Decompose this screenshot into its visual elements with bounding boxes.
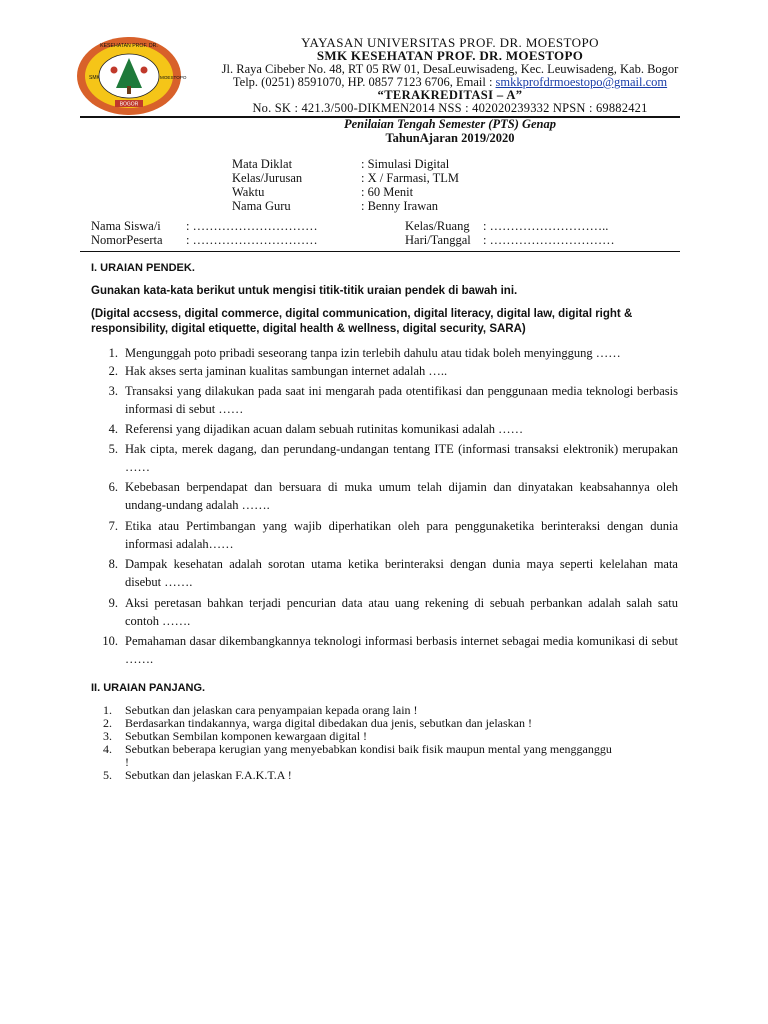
question-text: Mengunggah poto pribadi seseorang tanpa izin terlebih dahulu atau tidak boleh menyinggung …… [125,346,621,360]
question-number: 5. [108,442,118,456]
email-link[interactable]: smkkprofdrmoestopo@gmail.com [495,75,668,89]
section-1-word-bank: (Digital accsess, digital commerce, digital communication, digital literacy, digital law, digital right & responsibility, digital etiquette, digital health & wellness, digital security, SARA) [91,308,633,335]
question-text: Sebutkan dan jelaskan cara penyampaian kepada orang lain ! [125,703,418,717]
question-text: Aksi peretasan bahkan terjadi pencurian data atau uang rekening di sebuah perbankan adalah salah satu contoh ……. [125,596,678,628]
question-number: 3. [108,384,118,398]
student-class-blank[interactable]: : ……………………….. [483,219,609,233]
student-number-label: NomorPeserta [91,233,163,247]
question-number: 3. [103,729,112,743]
logo-right-emblem [141,67,148,74]
student-name-blank[interactable]: : ………………………… [186,219,318,233]
question-text: Sebutkan dan jelaskan F.A.K.T.A ! [125,768,292,782]
question-number: 9. [108,596,118,610]
question-number: 8. [108,557,118,571]
info-label: Nama Guru [232,199,291,213]
logo-bottom-text: BOGOR [119,101,139,108]
info-label: Mata Diklat [232,157,293,171]
section-2-title: II. URAIAN PANJANG. [91,682,206,694]
question-number: 6. [108,480,118,494]
logo-left-emblem [111,67,118,74]
info-value: : 60 Menit [361,185,414,199]
student-name-label: Nama Siswa/i [91,219,161,233]
logo-top-text: KESEHATAN PROF. DR. [100,43,158,49]
student-number-blank[interactable]: : ………………………… [186,233,318,247]
student-day-blank[interactable]: : ………………………… [483,233,615,247]
info-value: : X / Farmasi, TLM [361,171,460,185]
info-value: : Simulasi Digital [361,157,450,171]
question-number: 2. [103,716,112,730]
exam-title: Penilaian Tengah Semester (PTS) Genap [343,117,557,131]
question-text: Pemahaman dasar dikembangkannya teknologi informasi berbasis internet sebagai media komunikasi di sebut ……. [125,634,678,666]
question-number: 1. [108,346,118,360]
question-text: Kebebasan berpendapat dan bersuara di muka umum telah dijamin dan dinyatakan keabsahannya oleh undang-undang adalah ……. [125,480,678,512]
question-number: 5. [103,768,112,782]
accreditation: “TERAKREDITASI – A” [377,88,523,102]
question-text: Hak cipta, merek dagang, dan perundang-undangan tentang ITE (informasi transaksi elektronik) merupakan …… [125,442,678,474]
logo-left-text: SMK [89,75,100,81]
info-label: Kelas/Jurusan [232,171,303,185]
question-number: 7. [108,519,118,533]
question-number: 1. [103,703,112,717]
question-text: Etika atau Pertimbangan yang wajib diperhatikan oleh para penggunaketika berinteraksi dengan dunia informasi adalah…… [125,519,678,551]
section-1-instruction: Gunakan kata-kata berikut untuk mengisi titik-titik uraian pendek di bawah ini. [91,285,518,297]
exam-year: TahunAjaran 2019/2020 [385,131,515,145]
logo-trunk [127,86,131,94]
foundation-name: YAYASAN UNIVERSITAS PROF. DR. MOESTOPO [301,35,599,50]
question-text: Hak akses serta jaminan kualitas sambungan internet adalah ….. [125,364,448,378]
logo-right-text: MOESTOPO [160,75,187,80]
question-text: Sebutkan Sembilan komponen kewargaan digital ! [125,729,368,743]
contact-text: Telp. (0251) 8591070, HP. 0857 7123 6706, Email : [232,75,496,89]
student-day-label: Hari/Tanggal [405,233,471,247]
info-value: : Benny Irawan [361,199,439,213]
school-logo [76,36,187,116]
question-text: Dampak kesehatan adalah sorotan utama ketika berinteraksi dengan dunia maya seperti kelelahan mata disebut ……. [125,557,678,589]
question-number: 10. [102,634,118,648]
section-1-title: I. URAIAN PENDEK. [91,262,195,274]
question-text: Berdasarkan tindakannya, warga digital dibedakan dua jenis, sebutkan dan jelaskan ! [125,716,532,730]
registration-numbers: No. SK : 421.3/500-DIKMEN2014 NSS : 402020239332 NPSN : 69882421 [252,101,648,115]
question-text: Referensi yang dijadikan acuan dalam sebuah rutinitas komunikasi adalah …… [125,422,524,436]
student-class-label: Kelas/Ruang [405,219,470,233]
school-name: SMK KESEHATAN PROF. DR. MOESTOPO [316,48,584,63]
question-number: 4. [103,742,112,756]
question-number: 2. [108,364,118,378]
question-text: Transaksi yang dilakukan pada saat ini mengarah pada otentifikasi dan penggunaan media teknologi berbasis informasi di sebut …… [125,384,678,416]
section-divider [80,251,680,252]
question-text: Sebutkan beberapa kerugian yang menyebabkan kondisi baik fisik maupun mental yang mengganggu ! [125,742,612,769]
info-label: Waktu [232,185,265,199]
question-number: 4. [108,422,118,436]
school-address: Jl. Raya Cibeber No. 48, RT 05 RW 01, DesaLeuwisadeng, Kec. Leuwisadeng, Kab. Bogor [221,62,679,76]
